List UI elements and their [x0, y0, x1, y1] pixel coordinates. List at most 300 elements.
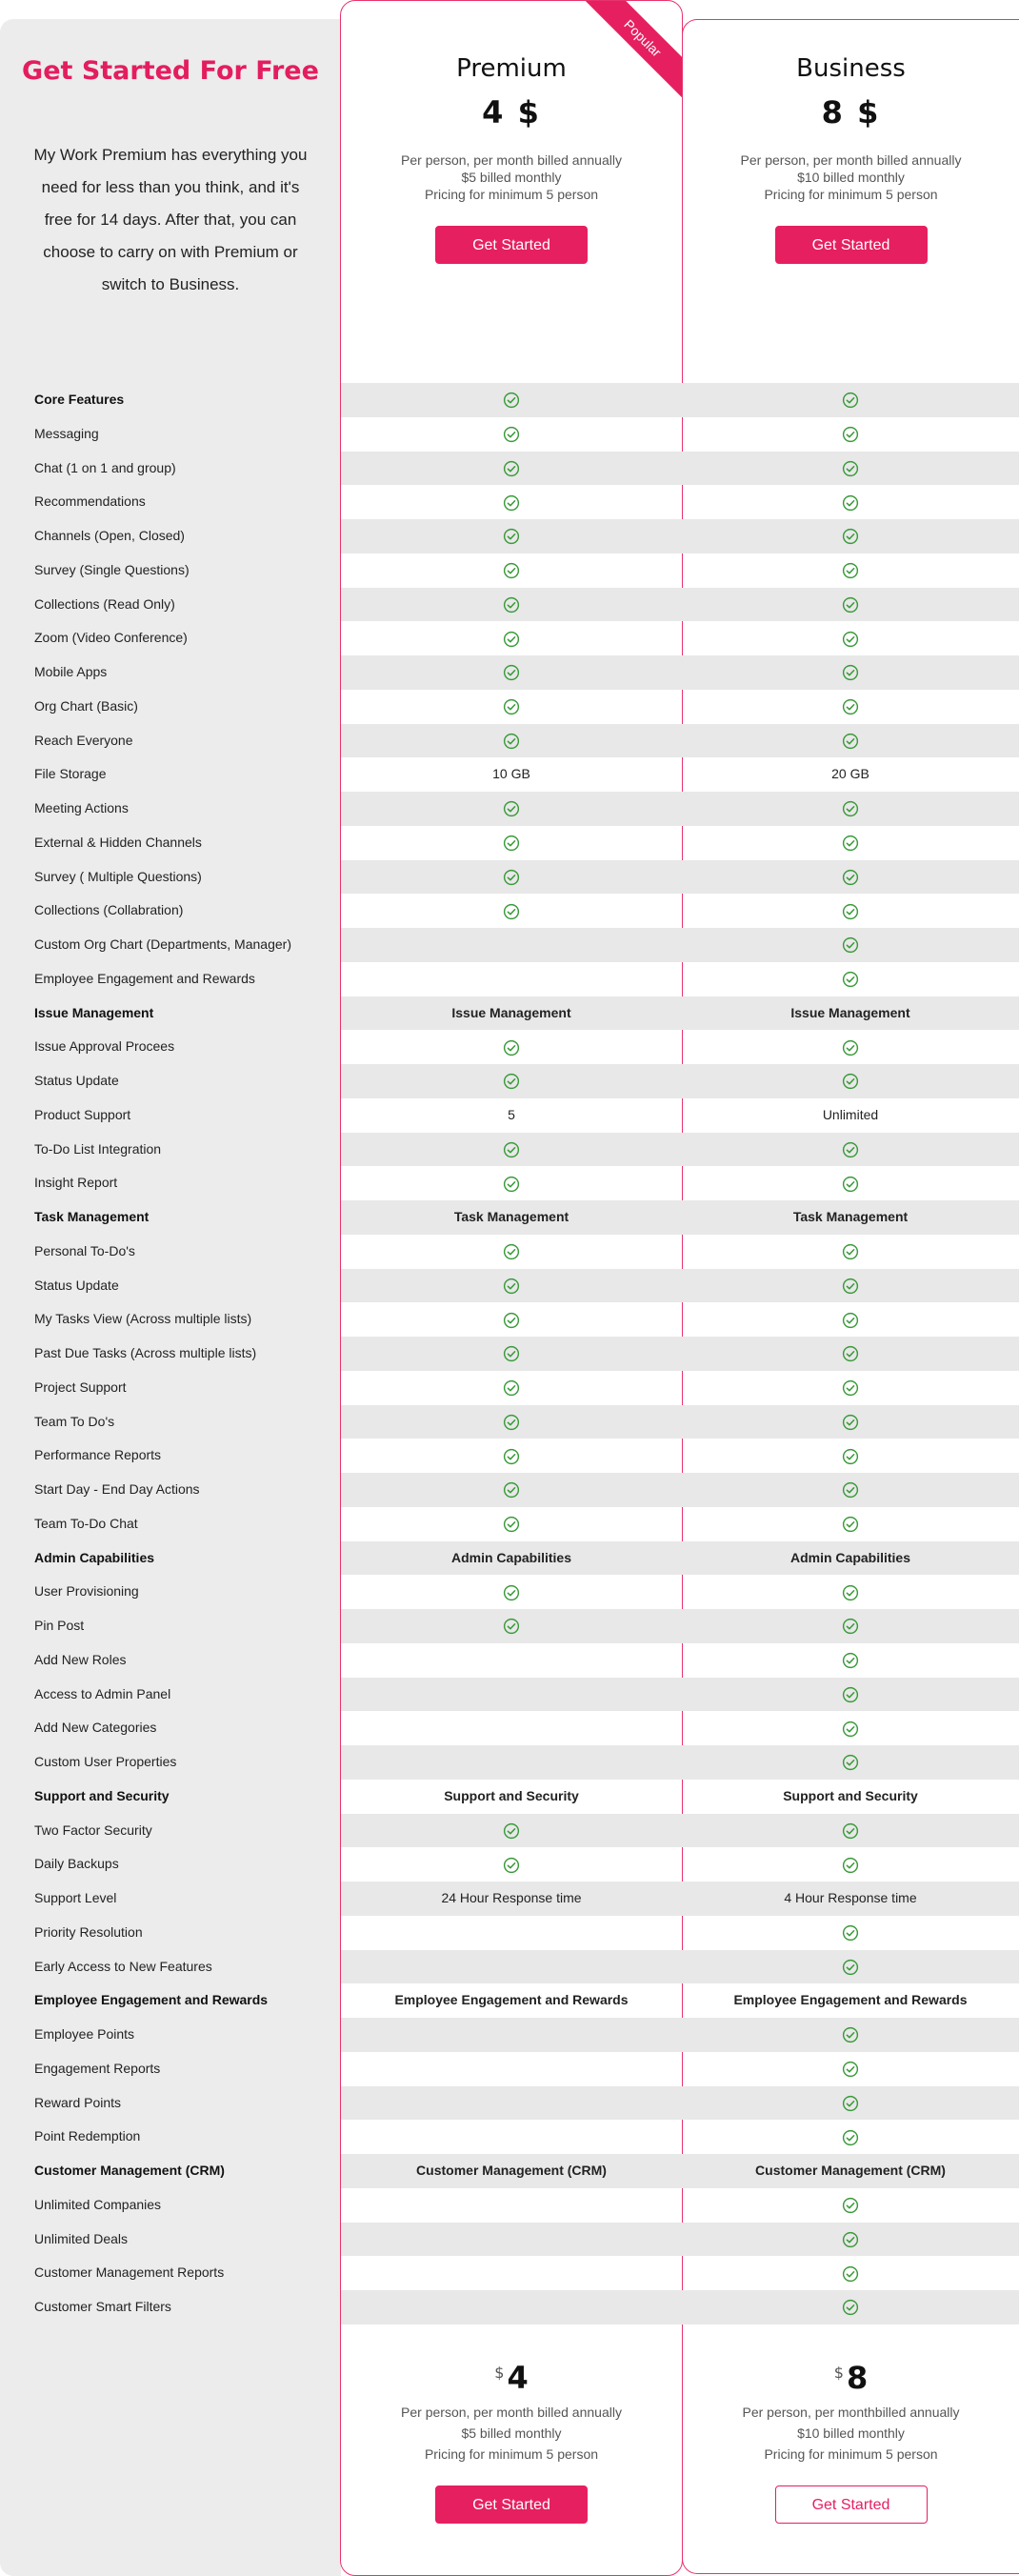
premium-cell — [341, 1371, 682, 1405]
feature-label: Zoom (Video Conference) — [34, 630, 188, 646]
check-circle-icon — [842, 1176, 859, 1193]
premium-cell — [341, 2052, 682, 2086]
business-note-monthly: $10 billed monthly — [797, 170, 905, 185]
check-circle-icon — [503, 1073, 520, 1090]
business-cell — [682, 2256, 1019, 2290]
premium-cell — [341, 1916, 682, 1950]
feature-row — [0, 1507, 1019, 1541]
business-cell — [682, 1439, 1019, 1473]
feature-row — [0, 2120, 1019, 2154]
business-cell — [682, 383, 1019, 417]
check-circle-icon — [503, 1379, 520, 1397]
check-circle-icon — [503, 1345, 520, 1362]
section-header-row — [0, 2154, 1019, 2188]
premium-cell — [341, 1133, 682, 1167]
feature-row — [0, 1371, 1019, 1405]
check-circle-icon — [842, 1686, 859, 1703]
feature-row — [0, 417, 1019, 452]
feature-row — [0, 553, 1019, 588]
business-cell — [682, 1507, 1019, 1541]
business-cell: 4 Hour Response time — [784, 1890, 917, 1905]
business-cell — [682, 1609, 1019, 1643]
check-circle-icon — [503, 869, 520, 886]
premium-cell — [341, 2018, 682, 2052]
premium-get-started-button[interactable]: Get Started — [435, 226, 588, 264]
business-cell — [682, 690, 1019, 724]
check-circle-icon — [503, 1822, 520, 1840]
premium-cell — [341, 621, 682, 655]
feature-row — [0, 1711, 1019, 1745]
feature-row — [0, 1269, 1019, 1303]
check-circle-icon — [842, 2231, 859, 2248]
check-circle-icon — [842, 971, 859, 988]
business-cell: Admin Capabilities — [789, 1549, 911, 1565]
check-circle-icon — [842, 664, 859, 681]
check-circle-icon — [842, 698, 859, 715]
feature-label: Chat (1 on 1 and group) — [34, 459, 176, 475]
feature-label: Engagement Reports — [34, 2060, 161, 2076]
business-cell — [682, 588, 1019, 622]
feature-label: Start Day - End Day Actions — [34, 1481, 200, 1497]
feature-label: Daily Backups — [34, 1856, 119, 1872]
premium-cell — [341, 1235, 682, 1269]
feature-label: Issue Approval Procees — [34, 1038, 175, 1055]
business-cell — [682, 1405, 1019, 1439]
business-cell — [682, 2223, 1019, 2257]
check-circle-icon — [842, 1345, 859, 1362]
premium-cell: Customer Management (CRM) — [416, 2163, 607, 2178]
business-cell — [682, 1575, 1019, 1609]
check-circle-icon — [503, 460, 520, 477]
business-cell — [682, 962, 1019, 996]
feature-label: Recommendations — [34, 493, 146, 510]
premium-cell — [341, 1745, 682, 1780]
check-circle-icon — [842, 1584, 859, 1601]
feature-row — [0, 1575, 1019, 1609]
feature-row — [0, 894, 1019, 928]
check-circle-icon — [503, 835, 520, 852]
check-circle-icon — [503, 1176, 520, 1193]
premium-cell — [341, 2086, 682, 2121]
check-circle-icon — [842, 528, 859, 545]
feature-label: Employee Engagement and Rewards — [34, 970, 255, 986]
premium-cell — [341, 1302, 682, 1337]
business-footer-note-minimum: Pricing for minimum 5 person — [764, 2446, 938, 2462]
premium-cell — [341, 2188, 682, 2223]
check-circle-icon — [842, 1414, 859, 1431]
feature-row — [0, 2256, 1019, 2290]
feature-row — [0, 452, 1019, 486]
business-cell — [682, 1030, 1019, 1064]
check-circle-icon — [842, 2026, 859, 2043]
feature-label: Early Access to New Features — [34, 1958, 212, 1974]
feature-label: Pin Post — [34, 1618, 85, 1633]
business-cell — [682, 1711, 1019, 1745]
check-circle-icon — [503, 733, 520, 750]
premium-cell — [341, 2290, 682, 2324]
premium-cell — [341, 1609, 682, 1643]
business-footer-get-started-button[interactable]: Get Started — [775, 2485, 928, 2524]
premium-cell — [341, 519, 682, 553]
check-circle-icon — [842, 2265, 859, 2283]
check-circle-icon — [842, 733, 859, 750]
feature-row — [0, 2223, 1019, 2257]
premium-cell — [341, 1814, 682, 1848]
premium-cell — [341, 1166, 682, 1200]
premium-cell — [341, 1337, 682, 1371]
business-cell — [682, 2018, 1019, 2052]
business-cell — [682, 655, 1019, 690]
feature-row — [0, 1235, 1019, 1269]
premium-plan-name: Premium — [456, 54, 567, 83]
hero-description: My Work Premium has everything you need for less than you think, and it's free for 14 days. After that, you can choose to carry on with Premium or switch to Business. — [33, 146, 308, 293]
section-label: Issue Management — [34, 1004, 154, 1020]
section-label: Core Features — [34, 392, 125, 407]
check-circle-icon — [842, 835, 859, 852]
check-circle-icon — [842, 1448, 859, 1465]
check-circle-icon — [842, 1073, 859, 1090]
check-circle-icon — [842, 1924, 859, 1942]
feature-row — [0, 962, 1019, 996]
premium-cell — [341, 860, 682, 895]
premium-cell — [341, 417, 682, 452]
business-cell — [682, 621, 1019, 655]
check-circle-icon — [842, 1652, 859, 1669]
business-cell — [682, 1269, 1019, 1303]
feature-label: Employee Points — [34, 2026, 135, 2042]
feature-row — [0, 860, 1019, 895]
premium-footer-amount: 4 — [507, 2360, 529, 2396]
feature-label: Personal To-Do's — [34, 1242, 135, 1258]
feature-row — [0, 826, 1019, 860]
feature-row — [0, 1030, 1019, 1064]
feature-label: Insight Report — [34, 1175, 118, 1191]
business-cell — [682, 1064, 1019, 1098]
feature-row — [0, 1405, 1019, 1439]
check-circle-icon — [842, 1959, 859, 1976]
check-circle-icon — [842, 2299, 859, 2316]
feature-label: Customer Management Reports — [34, 2264, 225, 2281]
premium-cell — [341, 553, 682, 588]
feature-row — [0, 1166, 1019, 1200]
premium-cell — [341, 1269, 682, 1303]
feature-label: Custom User Properties — [34, 1754, 177, 1769]
business-cell: Employee Engagement and Rewards — [733, 1992, 968, 2008]
business-plan-name: Business — [796, 54, 906, 83]
business-cell — [682, 1166, 1019, 1200]
check-circle-icon — [842, 1379, 859, 1397]
feature-row — [0, 1847, 1019, 1882]
business-cell — [682, 2086, 1019, 2121]
feature-row — [0, 1916, 1019, 1950]
premium-cell: Support and Security — [444, 1787, 579, 1803]
feature-label: Unlimited Deals — [34, 2230, 129, 2246]
section-label: Customer Management (CRM) — [34, 2163, 225, 2178]
premium-footer-note-annual: Per person, per month billed annually — [401, 2405, 622, 2420]
premium-cell — [341, 962, 682, 996]
check-circle-icon — [842, 494, 859, 512]
business-footer-price — [683, 2360, 1019, 2396]
business-cell: Customer Management (CRM) — [755, 2163, 946, 2178]
feature-label: Access to Admin Panel — [34, 1685, 171, 1701]
check-circle-icon — [842, 1039, 859, 1057]
section-header-row — [0, 1200, 1019, 1235]
premium-cell — [341, 928, 682, 962]
feature-label: Product Support — [34, 1106, 131, 1122]
check-circle-icon — [842, 2197, 859, 2214]
premium-footer-note-minimum: Pricing for minimum 5 person — [424, 2446, 599, 2462]
check-circle-icon — [842, 596, 859, 614]
feature-row — [0, 1133, 1019, 1167]
premium-cell — [341, 1950, 682, 1984]
check-circle-icon — [503, 800, 520, 817]
premium-cell — [341, 452, 682, 486]
business-cell: Unlimited — [822, 1106, 879, 1122]
business-cell — [682, 928, 1019, 962]
feature-label: My Tasks View (Across multiple lists) — [34, 1311, 252, 1327]
business-cell — [682, 1337, 1019, 1371]
check-circle-icon — [503, 1516, 520, 1533]
business-cell — [682, 826, 1019, 860]
check-circle-icon — [503, 1278, 520, 1295]
section-label: Support and Security — [34, 1787, 170, 1803]
business-cell — [682, 860, 1019, 895]
feature-label: File Storage — [34, 766, 107, 782]
check-circle-icon — [842, 1822, 859, 1840]
check-circle-icon — [842, 1754, 859, 1771]
check-circle-icon — [842, 426, 859, 443]
feature-label: Performance Reports — [34, 1447, 162, 1463]
feature-label: Reward Points — [34, 2094, 122, 2110]
premium-note-annual: Per person, per month billed annually — [401, 152, 622, 168]
premium-cell — [341, 894, 682, 928]
business-cell — [682, 2120, 1019, 2154]
check-circle-icon — [503, 1448, 520, 1465]
feature-label: To-Do List Integration — [34, 1140, 162, 1157]
premium-footer-note-monthly: $5 billed monthly — [461, 2425, 562, 2441]
premium-cell — [341, 2223, 682, 2257]
business-cell — [682, 792, 1019, 826]
feature-row — [0, 485, 1019, 519]
feature-row — [0, 1337, 1019, 1371]
business-cell — [682, 452, 1019, 486]
feature-row — [0, 2188, 1019, 2223]
check-circle-icon — [503, 1618, 520, 1635]
feature-label: Collections (Read Only) — [34, 595, 175, 612]
check-circle-icon — [503, 1039, 520, 1057]
check-circle-icon — [503, 1857, 520, 1874]
check-circle-icon — [503, 494, 520, 512]
check-circle-icon — [842, 1618, 859, 1635]
check-circle-icon — [503, 596, 520, 614]
business-cell — [682, 1847, 1019, 1882]
section-label: Task Management — [34, 1209, 150, 1224]
business-footer-currency: $ — [833, 2364, 844, 2382]
premium-note-monthly: $5 billed monthly — [461, 170, 562, 185]
business-note-minimum: Pricing for minimum 5 person — [764, 187, 938, 202]
business-plan-price: 8 $ — [821, 94, 881, 131]
premium-footer-get-started-button[interactable]: Get Started — [435, 2485, 588, 2524]
business-cell — [682, 724, 1019, 758]
feature-label: Status Update — [34, 1277, 119, 1293]
check-circle-icon — [503, 631, 520, 648]
section-header-row — [0, 996, 1019, 1031]
premium-cell: Employee Engagement and Rewards — [394, 1992, 629, 2008]
feature-row — [0, 792, 1019, 826]
business-footer-note-monthly: $10 billed monthly — [797, 2425, 905, 2441]
check-circle-icon — [842, 869, 859, 886]
business-cell — [682, 1950, 1019, 1984]
business-cell: Support and Security — [783, 1787, 918, 1803]
feature-label: Priority Resolution — [34, 1923, 143, 1940]
feature-label: Unlimited Companies — [34, 2196, 162, 2212]
feature-label: Customer Smart Filters — [34, 2299, 171, 2314]
feature-label: Support Level — [34, 1890, 117, 1905]
feature-row — [0, 621, 1019, 655]
feature-row — [0, 1064, 1019, 1098]
premium-plan-price: 4 $ — [482, 94, 541, 131]
check-circle-icon — [842, 1278, 859, 1295]
feature-label: External & Hidden Channels — [34, 834, 202, 850]
premium-cell: 5 — [508, 1106, 515, 1122]
feature-label: Project Support — [34, 1379, 127, 1395]
check-circle-icon — [842, 903, 859, 920]
business-cell: Task Management — [792, 1209, 909, 1224]
premium-cell — [341, 724, 682, 758]
check-circle-icon — [842, 562, 859, 579]
feature-row — [0, 1814, 1019, 1848]
check-circle-icon — [842, 2095, 859, 2112]
check-circle-icon — [842, 392, 859, 409]
feature-row — [0, 1745, 1019, 1780]
business-cell — [682, 485, 1019, 519]
section-header-row — [0, 1983, 1019, 2018]
check-circle-icon — [503, 1584, 520, 1601]
business-cell — [682, 2290, 1019, 2324]
feature-row — [0, 1643, 1019, 1678]
premium-cell — [341, 485, 682, 519]
premium-cell — [341, 826, 682, 860]
feature-label: Survey (Single Questions) — [34, 561, 190, 577]
business-cell — [682, 417, 1019, 452]
premium-cell — [341, 1711, 682, 1745]
feature-label: Mobile Apps — [34, 664, 108, 679]
premium-cell — [341, 1678, 682, 1712]
feature-label: Channels (Open, Closed) — [34, 528, 185, 543]
check-circle-icon — [503, 528, 520, 545]
section-header-row — [0, 383, 1019, 417]
feature-row — [0, 1678, 1019, 1712]
check-circle-icon — [503, 1414, 520, 1431]
feature-label: Collections (Collabration) — [34, 902, 184, 918]
business-cell — [682, 1745, 1019, 1780]
feature-row — [0, 1882, 1019, 1916]
check-circle-icon — [842, 460, 859, 477]
business-footer-amount: 8 — [846, 2360, 869, 2396]
business-cell — [682, 1371, 1019, 1405]
business-cell — [682, 2188, 1019, 2223]
feature-row — [0, 690, 1019, 724]
section-label: Employee Engagement and Rewards — [34, 1992, 269, 2008]
premium-footer-price — [341, 2360, 682, 2396]
premium-cell — [341, 1473, 682, 1507]
feature-label: Add New Categories — [34, 1720, 157, 1736]
check-circle-icon — [503, 1141, 520, 1158]
check-circle-icon — [842, 2061, 859, 2078]
premium-cell: Task Management — [453, 1209, 569, 1224]
business-footer-note-annual: Per person, per monthbilled annually — [742, 2405, 960, 2420]
premium-cell — [341, 1507, 682, 1541]
check-circle-icon — [842, 1481, 859, 1499]
premium-cell — [341, 1575, 682, 1609]
check-circle-icon — [842, 1516, 859, 1533]
premium-cell — [341, 1064, 682, 1098]
feature-row — [0, 2052, 1019, 2086]
check-circle-icon — [842, 2129, 859, 2146]
business-cell — [682, 1302, 1019, 1337]
feature-row — [0, 1302, 1019, 1337]
section-header-row — [0, 1780, 1019, 1814]
feature-label: Custom Org Chart (Departments, Manager) — [34, 936, 291, 952]
feature-row — [0, 928, 1019, 962]
feature-label: Messaging — [34, 425, 99, 441]
section-label: Admin Capabilities — [34, 1549, 155, 1565]
business-note-annual: Per person, per month billed annually — [740, 152, 962, 168]
business-cell — [682, 1133, 1019, 1167]
feature-row — [0, 1473, 1019, 1507]
premium-cell — [341, 1439, 682, 1473]
check-circle-icon — [503, 698, 520, 715]
feature-row — [0, 2018, 1019, 2052]
premium-cell: 24 Hour Response time — [441, 1890, 582, 1905]
check-circle-icon — [842, 1857, 859, 1874]
business-cell — [682, 519, 1019, 553]
premium-cell — [341, 588, 682, 622]
premium-cell — [341, 2256, 682, 2290]
business-get-started-button[interactable]: Get Started — [775, 226, 928, 264]
premium-cell — [341, 1847, 682, 1882]
premium-cell: Issue Management — [451, 1004, 571, 1020]
feature-label: Reach Everyone — [34, 732, 133, 748]
premium-cell — [341, 1405, 682, 1439]
check-circle-icon — [842, 631, 859, 648]
feature-label: Team To Do's — [34, 1413, 115, 1429]
feature-comparison-table — [0, 383, 1019, 2324]
business-cell — [682, 1643, 1019, 1678]
business-cell — [682, 2052, 1019, 2086]
premium-note-minimum: Pricing for minimum 5 person — [424, 187, 599, 202]
check-circle-icon — [503, 392, 520, 409]
feature-label: Survey ( Multiple Questions) — [34, 868, 202, 884]
feature-row — [0, 588, 1019, 622]
business-cell — [682, 553, 1019, 588]
premium-cell — [341, 690, 682, 724]
business-cell — [682, 1814, 1019, 1848]
check-circle-icon — [503, 426, 520, 443]
check-circle-icon — [503, 1312, 520, 1329]
premium-cell — [341, 1643, 682, 1678]
check-circle-icon — [503, 562, 520, 579]
business-cell: 20 GB — [831, 766, 869, 782]
premium-cell: Admin Capabilities — [450, 1549, 572, 1565]
popular-ribbon-label: Popular — [582, 1, 682, 99]
business-cell: Issue Management — [790, 1004, 910, 1020]
business-cell — [682, 1916, 1019, 1950]
check-circle-icon — [842, 1721, 859, 1738]
feature-label: Point Redemption — [34, 2128, 141, 2144]
feature-label: Team To-Do Chat — [34, 1515, 138, 1531]
premium-cell: 10 GB — [492, 766, 530, 782]
